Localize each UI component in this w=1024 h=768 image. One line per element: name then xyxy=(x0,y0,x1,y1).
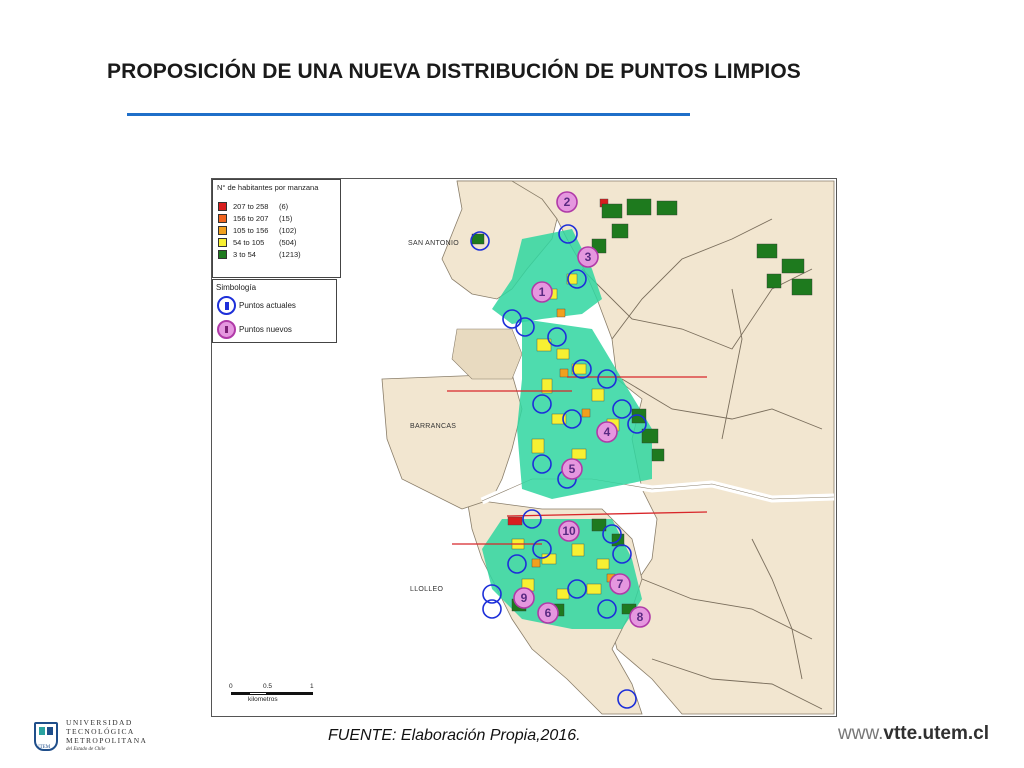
legend-count: (102) xyxy=(279,225,297,235)
university-subtitle: del Estado de Chile xyxy=(66,747,106,752)
symbology-row-new xyxy=(217,320,292,339)
symbology-current-label: Puntos actuales xyxy=(239,301,296,310)
legend-count: (6) xyxy=(279,201,289,211)
new-point-label-9: 9 xyxy=(520,591,528,605)
scale-tick-1: 1 xyxy=(310,683,314,690)
legend-count: (504) xyxy=(279,237,297,247)
university-name xyxy=(66,718,147,754)
legend-row xyxy=(218,237,319,247)
current-point-icon xyxy=(217,296,236,315)
population-legend xyxy=(212,179,341,278)
university-logo xyxy=(34,718,174,754)
scale-unit: kilometros xyxy=(248,696,278,703)
scale-segment xyxy=(249,692,267,695)
new-point-label-5: 5 xyxy=(568,462,576,476)
new-point-label-10: 10 xyxy=(562,524,576,538)
place-label-llolleo: LLOLLEO xyxy=(410,586,444,593)
website-prefix: www. xyxy=(838,723,884,744)
source-caption: FUENTE: Elaboración Propia,2016. xyxy=(328,727,581,744)
legend-row xyxy=(218,249,319,259)
university-line-3: METROPOLITANA xyxy=(66,736,148,745)
legend-row xyxy=(218,213,319,223)
legend-range: 3 to 54 xyxy=(233,249,256,259)
university-acronym: UTEM xyxy=(36,745,51,750)
legend-swatch xyxy=(218,226,227,235)
coast-west-barrancas xyxy=(382,374,522,509)
new-point-label-1: 1 xyxy=(538,285,546,299)
legend-title: N° de habitantes por manzana xyxy=(217,183,319,192)
new-point-label-7: 7 xyxy=(616,577,624,591)
website-domain: vtte.utem.cl xyxy=(883,723,989,744)
new-point-icon xyxy=(217,320,236,339)
symbology-title: Simbología xyxy=(216,283,257,292)
scale-bar xyxy=(226,683,321,705)
legend-range: 156 to 207 xyxy=(233,213,269,223)
legend-swatch xyxy=(218,238,227,247)
symbology-new-label: Puntos nuevos xyxy=(239,325,292,334)
title-underline xyxy=(127,113,690,116)
place-label-san-antonio: SAN ANTONIO xyxy=(408,240,460,247)
slide-title: PROPOSICIÓN DE UNA NUEVA DISTRIBUCIÓN DE PUNTOS LIMPIOS xyxy=(107,60,801,83)
scale-tick-0: 0 xyxy=(229,683,233,690)
new-point-label-6: 6 xyxy=(544,606,552,620)
university-line-2: TECNOLÓGICA xyxy=(66,727,135,736)
scale-tick-05: 0.5 xyxy=(263,683,273,690)
legend-range: 207 to 258 xyxy=(233,201,269,211)
new-point-label-2: 2 xyxy=(563,195,571,209)
university-line-1: UNIVERSIDAD xyxy=(66,718,133,727)
symbology-row-current xyxy=(217,296,296,315)
legend-count: (15) xyxy=(279,213,293,223)
legend-row xyxy=(218,201,319,211)
legend-range: 105 to 156 xyxy=(233,225,269,235)
new-point-label-8: 8 xyxy=(636,610,644,624)
legend-swatch xyxy=(218,202,227,211)
place-label-barrancas: BARRANCAS xyxy=(410,423,457,430)
port-area xyxy=(452,329,522,379)
legend-range: 54 to 105 xyxy=(233,237,265,247)
website-url xyxy=(838,723,989,745)
new-point-label-4: 4 xyxy=(603,425,611,439)
legend-swatch xyxy=(218,214,227,223)
scale-segment xyxy=(267,692,313,695)
new-point-label-3: 3 xyxy=(584,250,592,264)
legend-swatch xyxy=(218,250,227,259)
legend-count: (1213) xyxy=(279,249,301,259)
symbology-legend xyxy=(212,279,337,343)
legend-row xyxy=(218,225,319,235)
scale-segment xyxy=(231,692,249,695)
